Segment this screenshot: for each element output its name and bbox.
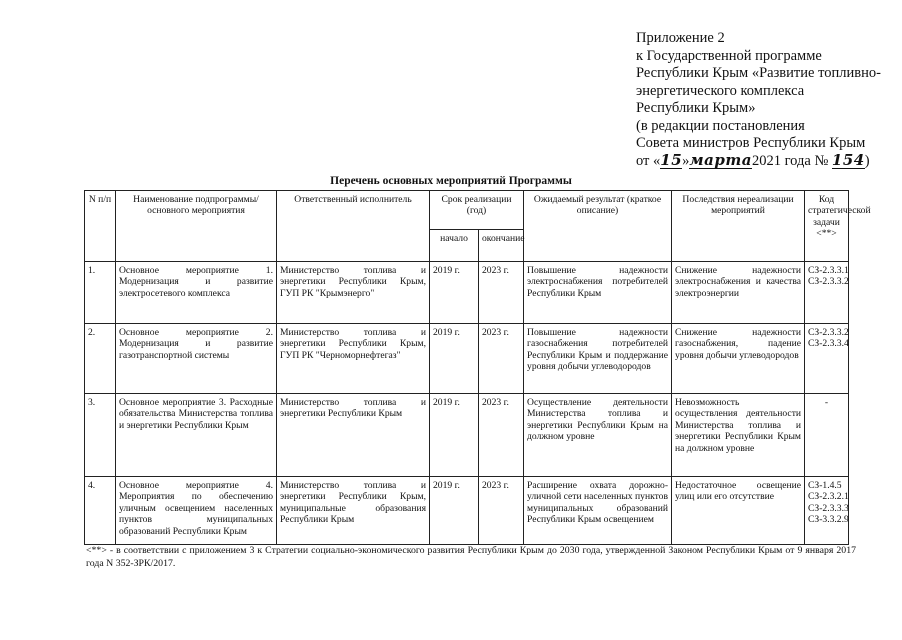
handwritten-month: марта bbox=[689, 150, 752, 169]
appendix-line: к Государственной программе bbox=[636, 47, 822, 64]
row-result: Расширение охвата дорожно-уличной сети населенных пунктов муниципальных образований Республики Крым освещением bbox=[524, 477, 672, 545]
row-consequences: Невозможность осуществления деятельности Министерства топлива и энергетики Республики Крым на должном уровне bbox=[672, 394, 805, 477]
header-period: Срок реализации (год) bbox=[430, 191, 524, 230]
row-consequences: Недостаточное освещение улиц или его отсутствие bbox=[672, 477, 805, 545]
table-header-row bbox=[85, 191, 849, 230]
row-start: 2019 г. bbox=[430, 394, 479, 477]
header-result: Ожидаемый результат (краткое описание) bbox=[524, 191, 672, 262]
row-result: Повышение надежности электроснабжения потребителей Республики Крым bbox=[524, 262, 672, 324]
header-executor: Ответственный исполнитель bbox=[277, 191, 430, 262]
row-num: 2. bbox=[85, 324, 116, 394]
measures-table bbox=[84, 190, 871, 545]
row-codes: СЗ-1.4.5 СЗ-2.3.2.1 СЗ-2.3.3.3 СЗ-3.3.2.9 bbox=[805, 477, 849, 545]
row-result: Осуществление деятельности Министерства топлива и энергетики Республики Крым на должном уровне bbox=[524, 394, 672, 477]
handwritten-number: 154 bbox=[831, 150, 865, 169]
footnote: <**> - в соответствии с приложением 3 к Стратегии социально-экономического развития Республики Крым до 2030 года, утвержденной Законом Республики Крым от 9 января 2017 года N 352-ЗРК/2017. bbox=[86, 545, 856, 569]
row-end: 2023 г. bbox=[479, 324, 524, 394]
row-codes: СЗ-2.3.3.1 СЗ-2.3.3.2 bbox=[805, 262, 849, 324]
row-consequences: Снижение надежности электроснабжения и качества электроэнергии bbox=[672, 262, 805, 324]
header-code: Код стратегической задачи <**> bbox=[805, 191, 849, 262]
row-executor: Министерство топлива и энергетики Республики Крым, ГУП РК "Черноморнефтегаз" bbox=[277, 324, 430, 394]
row-end: 2023 г. bbox=[479, 262, 524, 324]
row-consequences: Снижение надежности газоснабжения, падение уровня добычи углеводородов bbox=[672, 324, 805, 394]
table-row bbox=[85, 262, 849, 324]
date-suffix: ) bbox=[864, 152, 870, 169]
appendix-header bbox=[636, 30, 898, 170]
row-executor: Министерство топлива и энергетики Республики Крым, муниципальные образования Республики Крым bbox=[277, 477, 430, 545]
row-num: 4. bbox=[85, 477, 116, 545]
row-start: 2019 г. bbox=[430, 477, 479, 545]
row-num: 3. bbox=[85, 394, 116, 477]
date-year: 2021 года № bbox=[751, 152, 829, 169]
table-row bbox=[85, 477, 849, 545]
row-start: 2019 г. bbox=[430, 262, 479, 324]
appendix-line: (в редакции постановления bbox=[636, 117, 805, 134]
appendix-line: Республики Крым» bbox=[636, 100, 756, 116]
row-name: Основное мероприятие 4. Мероприятия по обеспечению уличным освещением населенных пунктов муниципальных образований Республики Крым bbox=[116, 477, 277, 545]
header-num: N п/п bbox=[85, 191, 116, 262]
header-consequences: Последствия нереализации мероприятий bbox=[672, 191, 805, 262]
appendix-line: Республики Крым «Развитие топливно- bbox=[636, 65, 881, 81]
row-name: Основное мероприятие 2. Модернизация и развитие газотранспортной системы bbox=[116, 324, 277, 394]
row-executor: Министерство топлива и энергетики Республики Крым, ГУП РК "Крымэнерго" bbox=[277, 262, 430, 324]
resolution-date-line bbox=[636, 150, 898, 171]
row-end: 2023 г. bbox=[479, 394, 524, 477]
row-start: 2019 г. bbox=[430, 324, 479, 394]
header-start: начало bbox=[430, 230, 479, 262]
appendix-line: Совета министров Республики Крым bbox=[636, 135, 866, 151]
row-name: Основное мероприятие 3. Расходные обязательства Министерства топлива и энергетики Республики Крым bbox=[116, 394, 277, 477]
row-result: Повышение надежности газоснабжения потребителей Республики Крым и поддержание уровня добычи углеводородов bbox=[524, 324, 672, 394]
row-end: 2023 г. bbox=[479, 477, 524, 545]
appendix-line: энергетического комплекса bbox=[636, 82, 805, 99]
row-codes: - bbox=[805, 394, 849, 477]
date-mid: » bbox=[682, 152, 690, 169]
table-row bbox=[85, 394, 849, 477]
document-title: Перечень основных мероприятий Программы bbox=[330, 175, 572, 187]
row-codes: СЗ-2.3.3.2 СЗ-2.3.3.4 bbox=[805, 324, 849, 394]
header-end: окончание bbox=[479, 230, 524, 262]
handwritten-day: 15 bbox=[660, 150, 683, 169]
date-prefix: от « bbox=[636, 152, 661, 169]
header-name: Наименование подпрограммы/основного мероприятия bbox=[116, 191, 277, 262]
appendix-line: Приложение 2 bbox=[636, 30, 725, 46]
row-name: Основное мероприятие 1. Модернизация и развитие электросетевого комплекса bbox=[116, 262, 277, 324]
row-num: 1. bbox=[85, 262, 116, 324]
table-row bbox=[85, 324, 849, 394]
row-executor: Министерство топлива и энергетики Республики Крым bbox=[277, 394, 430, 477]
